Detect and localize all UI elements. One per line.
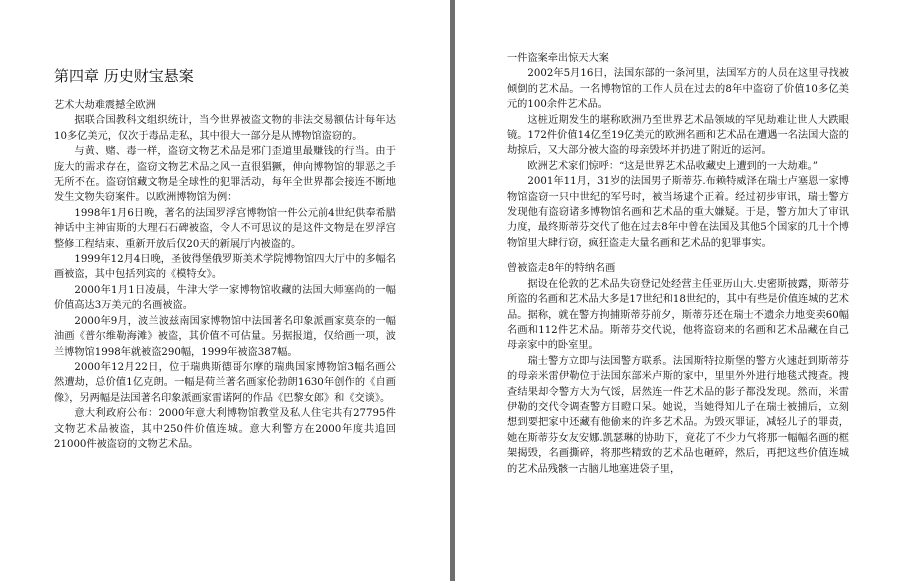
chapter-title: 第四章 历史财宝悬案 bbox=[54, 67, 194, 85]
section-title-art-catastrophe: 艺术大劫难震撼全欧洲 bbox=[54, 100, 156, 111]
paragraph: 这桩近期发生的堪称欧洲乃至世界艺术品领域的罕见劫难让世人大跌眼镜。172件价值14亿至19亿美元的欧洲名画和艺术品在遭遇一名法国大盗的劫掠后，又大部分被大盗的母亲毁坏并扔进了附近的运河。 bbox=[507, 114, 849, 157]
section-title-turner-painting: 曾被盗走8年的特纳名画 bbox=[507, 263, 616, 275]
paragraph: 与黄、赌、毒一样，盗窃文物艺术品是邪门歪道里最赚钱的行当。由于庞大的需求存在，盗窃文物艺术品之风一直很猖獗，伸向博物馆的罪恶之手无所不在。盗窃馆藏文物是全球性的犯罪活动，每年全世界都会接连不断地发生文物失窃案件。以欧洲博物馆为例： bbox=[54, 146, 396, 204]
right-page bbox=[455, 0, 900, 581]
paragraph: 意大利政府公布：2000年意大利博物馆教堂及私人住宅共有27795件文物艺术品被盗，其中250件价值连城。意大利警方在2000年度共追回21000件被盗窃的文物艺术品。 bbox=[54, 408, 396, 450]
paragraph: 1999年12月4日晚，圣彼得堡俄罗斯美术学院博物馆四大厅中的多幅名画被盗，其中包括列宾的《模特女》。 bbox=[54, 254, 396, 281]
paragraph: 瑞士警方立即与法国警方联系。法国斯特拉斯堡的警方火速赶到斯蒂芬的母亲米雷伊勒位于法国东部米卢斯的家中，里里外外进行地毯式搜查。搜查结果却令警方大为气馁，居然连一件艺术品的影子都没发现。然而，米雷伊勒的交代令调查警方目瞪口呆。她说，当她得知儿子在瑞士被捕后，立刻想到要把家中还藏有他偷来的许多艺术品。为毁灭罪证，减轻儿子的罪责，她在斯蒂芬女友安娜.凯瑟琳的协助下，竟花了不少力气将那一幅幅名画的框架揭毁，名画撕碎，将那些精致的艺术品也砸碎，然后，再把这些价值连城的艺术品残骸一古脑儿地塞进袋子里， bbox=[507, 355, 849, 475]
paragraph: 据联合国教科文组织统计，当今世界被盗文物的非法交易额估计每年达10多亿美元，仅次于毒品走私，其中很大一部分是从博物馆盗窃的。 bbox=[54, 115, 396, 142]
right-text-column bbox=[507, 51, 849, 477]
paragraph: 2000年12月22日，位于瑞典斯德哥尔摩的瑞典国家博物馆3幅名画公然遭劫，总价值1亿克朗。一幅是荷兰著名画家伦勃朗1630年创作的《自画像》，另两幅是法国著名印象派画家雷诺阿的作品《巴黎女郎》和《交谈》。 bbox=[54, 361, 396, 404]
paragraph: 2002年5月16日，法国东部的一条河里，法国军方的人员在这里寻找被倾倒的艺术品。一名博物馆的工作人员在过去的8年中盗窃了价值10多亿美元的100余件艺术品。 bbox=[507, 68, 849, 111]
section-title-theft-case: 一件盗案牵出惊天大案 bbox=[507, 53, 609, 64]
paragraph: 2000年1月1日凌晨，牛津大学一家博物馆收藏的法国大师塞尚的一幅价值高达3万美元的名画被盗。 bbox=[54, 284, 396, 312]
paragraph: 2001年11月，31岁的法国男子斯蒂芬.布赖特威泽在瑞士卢塞恩一家博物馆盗窃一只中世纪的军号时，被当场逮个正着。经过初步审讯，瑞士警方发现他有盗窃诸多博物馆名画和艺术品的重大嫌疑。于是，警方加大了审讯力度，最终斯蒂芬交代了他在过去8年中曾在法国及其他5个国家的几十个博物馆里大肆行窃，疯狂盗走大量名画和艺术品的犯罪事实。 bbox=[507, 176, 849, 249]
paragraph: 据设在伦敦的艺术品失窃登记处经营主任亚历山大.史密斯披露，斯蒂芬所盗的名画和艺术品大多是17世纪和18世纪的，其中有些是价值连城的艺术品。据称，就在警方拘捕斯蒂芬前夕，斯蒂芬还在瑞士不遗余力地变卖60幅名画和112件艺术品。斯蒂芬交代说，他将盗窃来的名画和艺术品藏在自己母亲家中的卧室里。 bbox=[507, 278, 849, 352]
paragraph: 1998年1月6日晚，著名的法国罗浮宫博物馆一件公元前4世纪供奉希腊神话中主神宙斯的大理石石碑被盗，令人不可思议的是这件文物是在罗浮宫整修工程结束、重新开放后仅20天的新展厅内被盗的。 bbox=[54, 207, 396, 250]
paragraph: 2000年9月，波兰波兹南国家博物馆中法国著名印象派画家莫奈的一幅油画《普尔维勒海滩》被盗，其价值不可估量。另据报道，仅给画一项，波兰博物馆1998年就被盗290幅，1999年被盗387幅。 bbox=[54, 315, 396, 358]
left-text-column bbox=[54, 66, 396, 452]
paragraph: 欧洲艺术家们惊呼：“这是世界艺术品收藏史上遭到的一大劫难。” bbox=[527, 160, 818, 172]
